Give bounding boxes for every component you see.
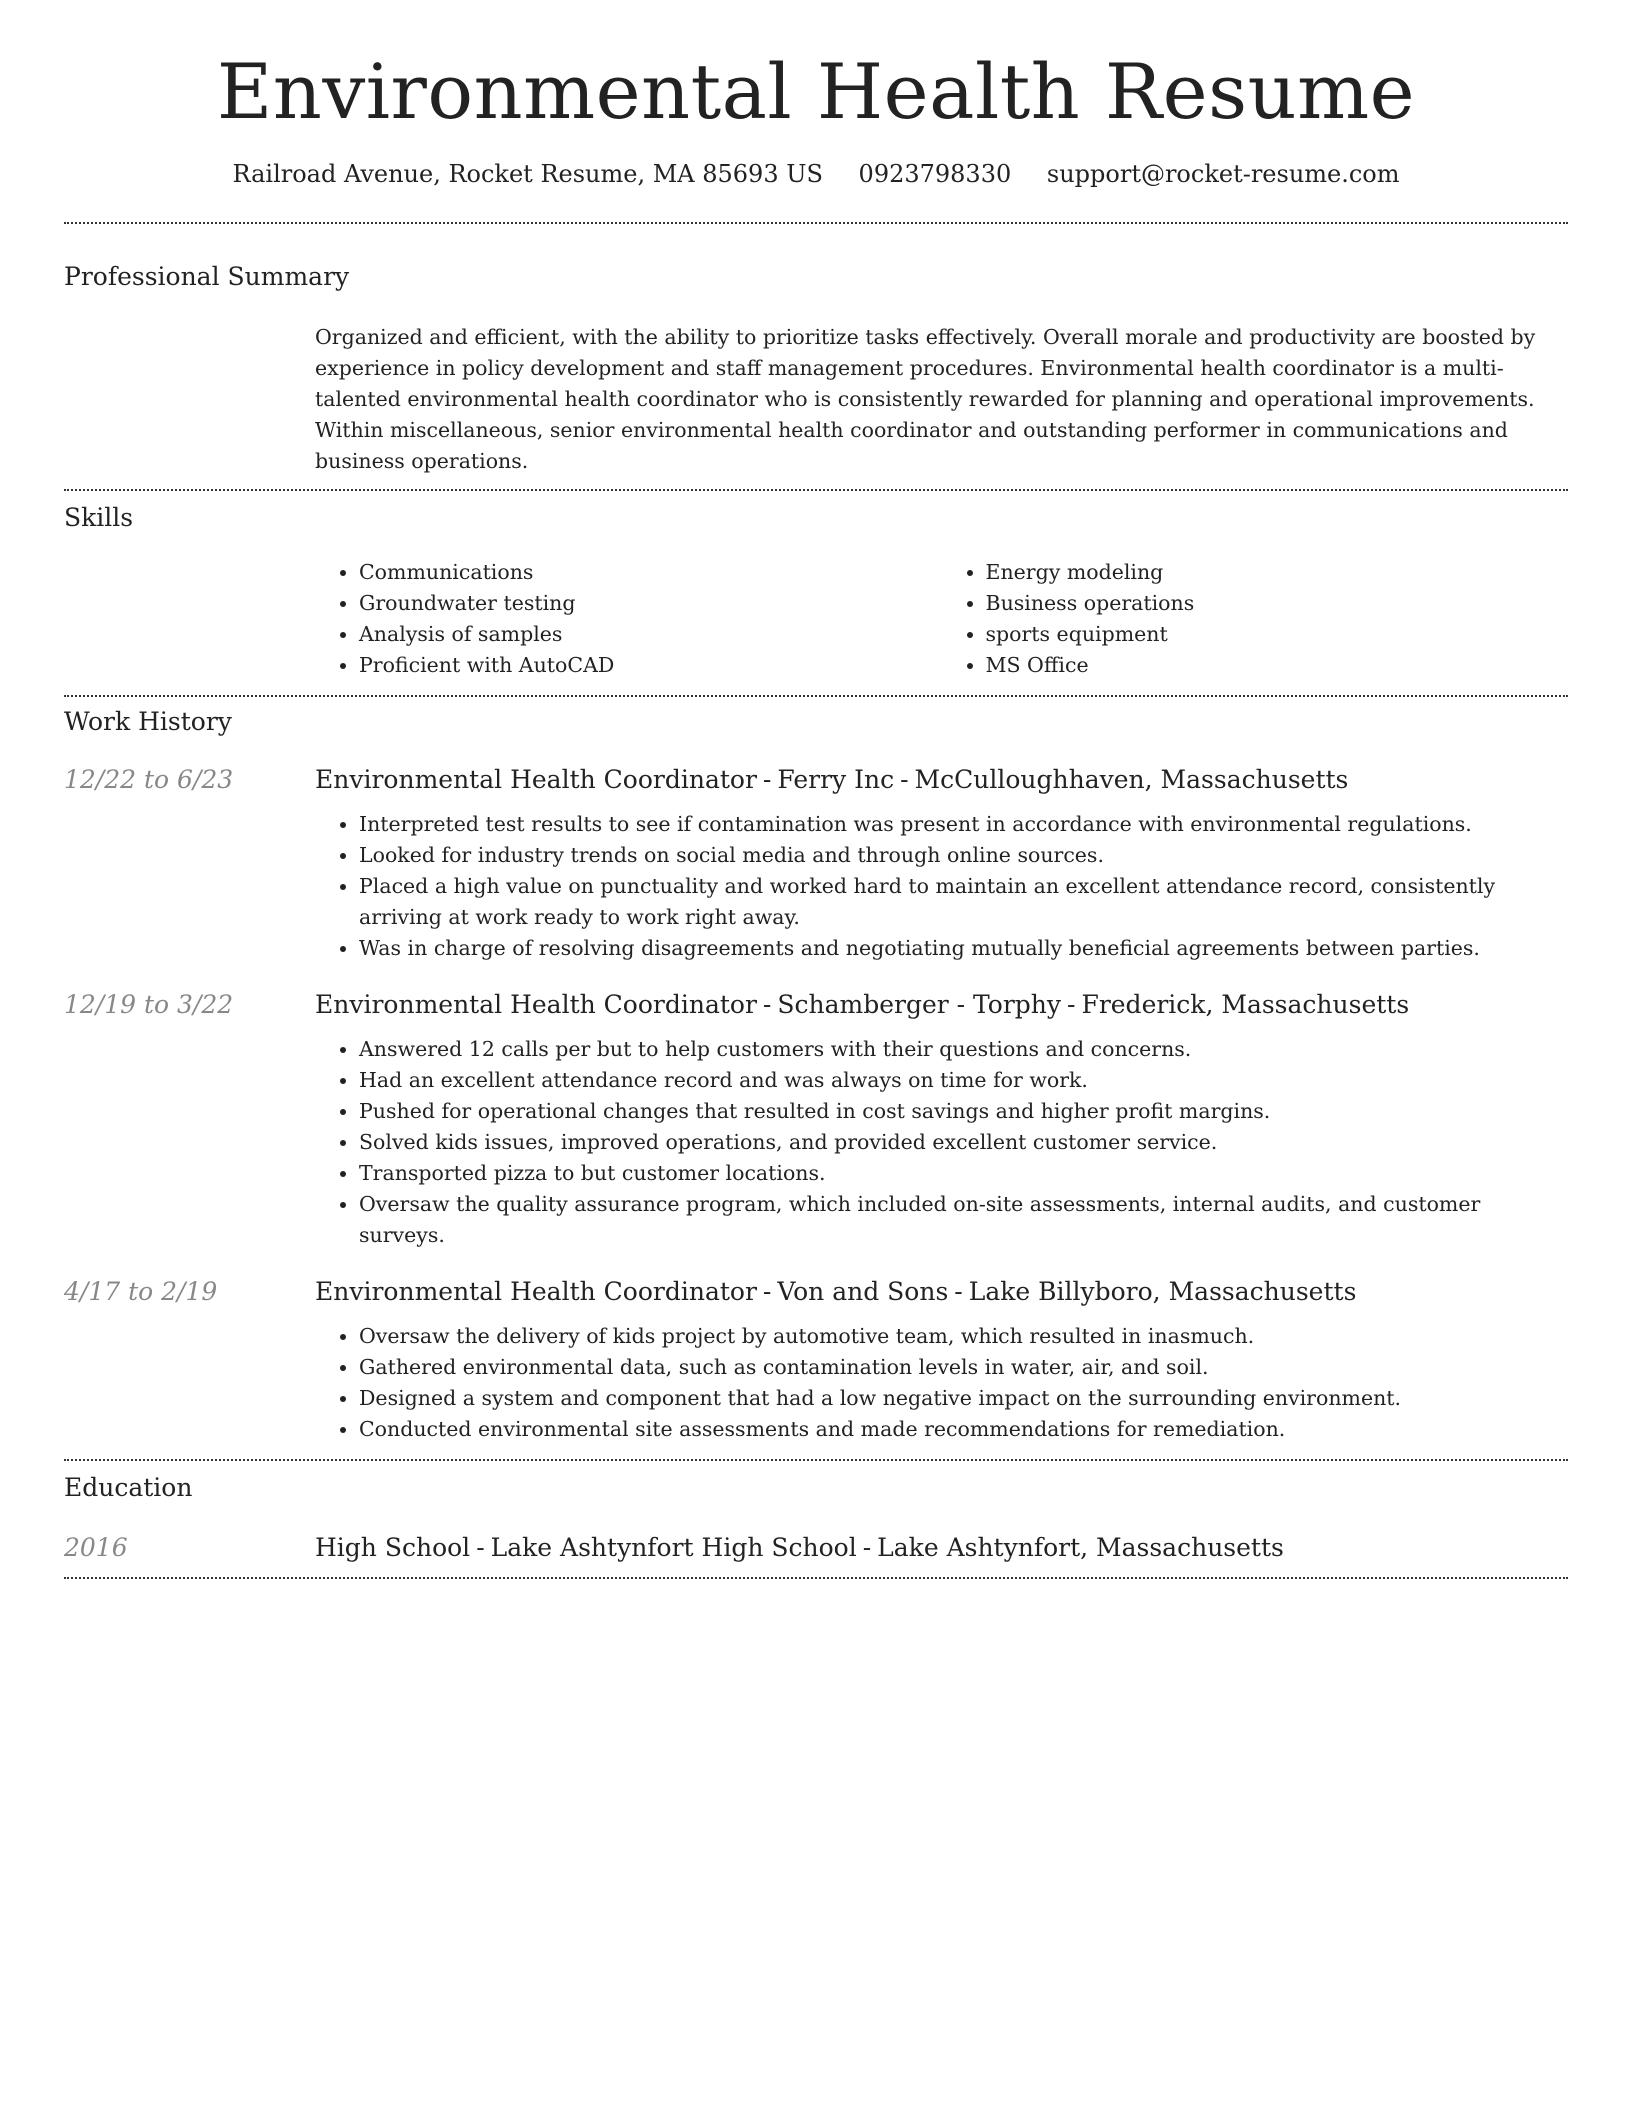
skill-item: • Analysis of samples [359, 619, 942, 650]
job-entry [64, 765, 1568, 964]
work-history-section [64, 697, 1568, 1459]
section-heading: Skills [64, 503, 134, 533]
job-bullet: • Designed a system and component that had a low negative impact on the surrounding environment. [359, 1383, 1568, 1414]
skills-section [64, 491, 1568, 695]
job-bullet: • Transported pizza to but customer locations. [359, 1158, 1568, 1189]
education-section [64, 1461, 1568, 1577]
resume-header [64, 0, 1568, 188]
skill-item: • Business operations [986, 588, 1569, 619]
job-bullet: • Oversaw the delivery of kids project by automotive team, which resulted in inasmuch. [359, 1321, 1568, 1352]
skills-list-right [942, 557, 1569, 681]
professional-summary-section [64, 224, 1568, 489]
contact-line [64, 160, 1568, 189]
contact-phone: 0923798330 [858, 159, 1012, 188]
job-company: Ferry Inc [777, 765, 895, 795]
resume-title: Environmental Health Resume [216, 47, 1416, 136]
education-degree: High School [315, 1533, 471, 1563]
skill-item: • MS Office [986, 650, 1569, 681]
job-heading: Environmental Health Coordinator - Von and Sons - Lake Billyboro, Massachusetts [315, 1277, 1357, 1307]
job-bullet: • Gathered environmental data, such as contamination levels in water, air, and soil. [359, 1352, 1568, 1383]
job-dates: 12/22 to 6/23 [64, 765, 234, 795]
skill-item: • Communications [359, 557, 942, 588]
job-title: Environmental Health Coordinator [315, 990, 757, 1020]
job-location: Lake Billyboro, Massachusetts [968, 1277, 1357, 1307]
contact-email: support@rocket-resume.com [1046, 159, 1400, 188]
skill-item: • sports equipment [986, 619, 1569, 650]
section-heading: Professional Summary [64, 262, 350, 292]
job-title: Environmental Health Coordinator [315, 765, 757, 795]
job-bullet: • Pushed for operational changes that resulted in cost savings and higher profit margins. [359, 1096, 1568, 1127]
education-school: Lake Ashtynfort High School [490, 1533, 857, 1563]
job-location: Frederick, Massachusetts [1081, 990, 1410, 1020]
job-heading: Environmental Health Coordinator - Schamberger - Torphy - Frederick, Massachusetts [315, 990, 1410, 1020]
job-company: Von and Sons [777, 1277, 949, 1307]
contact-address: Railroad Avenue, Rocket Resume, MA 85693 US [232, 159, 823, 188]
job-dates: 4/17 to 2/19 [64, 1277, 218, 1307]
job-bullet: • Conducted environmental site assessments and made recommendations for remediation. [359, 1414, 1568, 1445]
divider [64, 1577, 1568, 1579]
skill-item: • Energy modeling [986, 557, 1569, 588]
education-heading: High School - Lake Ashtynfort High School - Lake Ashtynfort, Massachusetts [315, 1533, 1284, 1563]
job-company: Schamberger - Torphy [777, 990, 1062, 1020]
job-bullet: • Answered 12 calls per but to help customers with their questions and concerns. [359, 1034, 1568, 1065]
job-bullet: • Was in charge of resolving disagreements and negotiating mutually beneficial agreements between parties. [359, 933, 1568, 964]
education-location: Lake Ashtynfort, Massachusetts [877, 1533, 1284, 1563]
job-bullet: • Had an excellent attendance record and was always on time for work. [359, 1065, 1568, 1096]
job-bullet: • Solved kids issues, improved operations, and provided excellent customer service. [359, 1127, 1568, 1158]
job-bullet: • Placed a high value on punctuality and worked hard to maintain an excellent attendance record, consistently arriving at work ready to work right away. [359, 871, 1568, 933]
job-bullets [315, 809, 1568, 964]
job-location: McCulloughhaven, Massachusetts [914, 765, 1349, 795]
education-year: 2016 [64, 1533, 128, 1563]
job-bullet: • Interpreted test results to see if contamination was present in accordance with environmental regulations. [359, 809, 1568, 840]
skill-item: • Proficient with AutoCAD [359, 650, 942, 681]
job-bullet: • Oversaw the quality assurance program, which included on-site assessments, internal audits, and customer surveys. [359, 1189, 1568, 1251]
section-heading: Work History [64, 707, 232, 737]
job-bullets [315, 1034, 1568, 1251]
section-heading: Education [64, 1473, 193, 1503]
job-heading: Environmental Health Coordinator - Ferry Inc - McCulloughhaven, Massachusetts [315, 765, 1349, 795]
job-bullets [315, 1321, 1568, 1445]
job-dates: 12/19 to 3/22 [64, 990, 234, 1020]
job-entry [64, 1277, 1568, 1445]
job-title: Environmental Health Coordinator [315, 1277, 757, 1307]
job-entry [64, 990, 1568, 1251]
skill-item: • Groundwater testing [359, 588, 942, 619]
summary-text: Organized and efficient, with the ability to prioritize tasks effectively. Overall morale and productivity are boosted by experience in policy development and staff management procedures. Environmental health coordinator is a multi-talented environmental health coordinator who is consistently rewarded for planning and operational improvements. Within miscellaneous, senior environmental health coordinator and outstanding performer in communications and business operations. [315, 325, 1536, 474]
job-bullet: • Looked for industry trends on social media and through online sources. [359, 840, 1568, 871]
skills-list-left [315, 557, 942, 681]
